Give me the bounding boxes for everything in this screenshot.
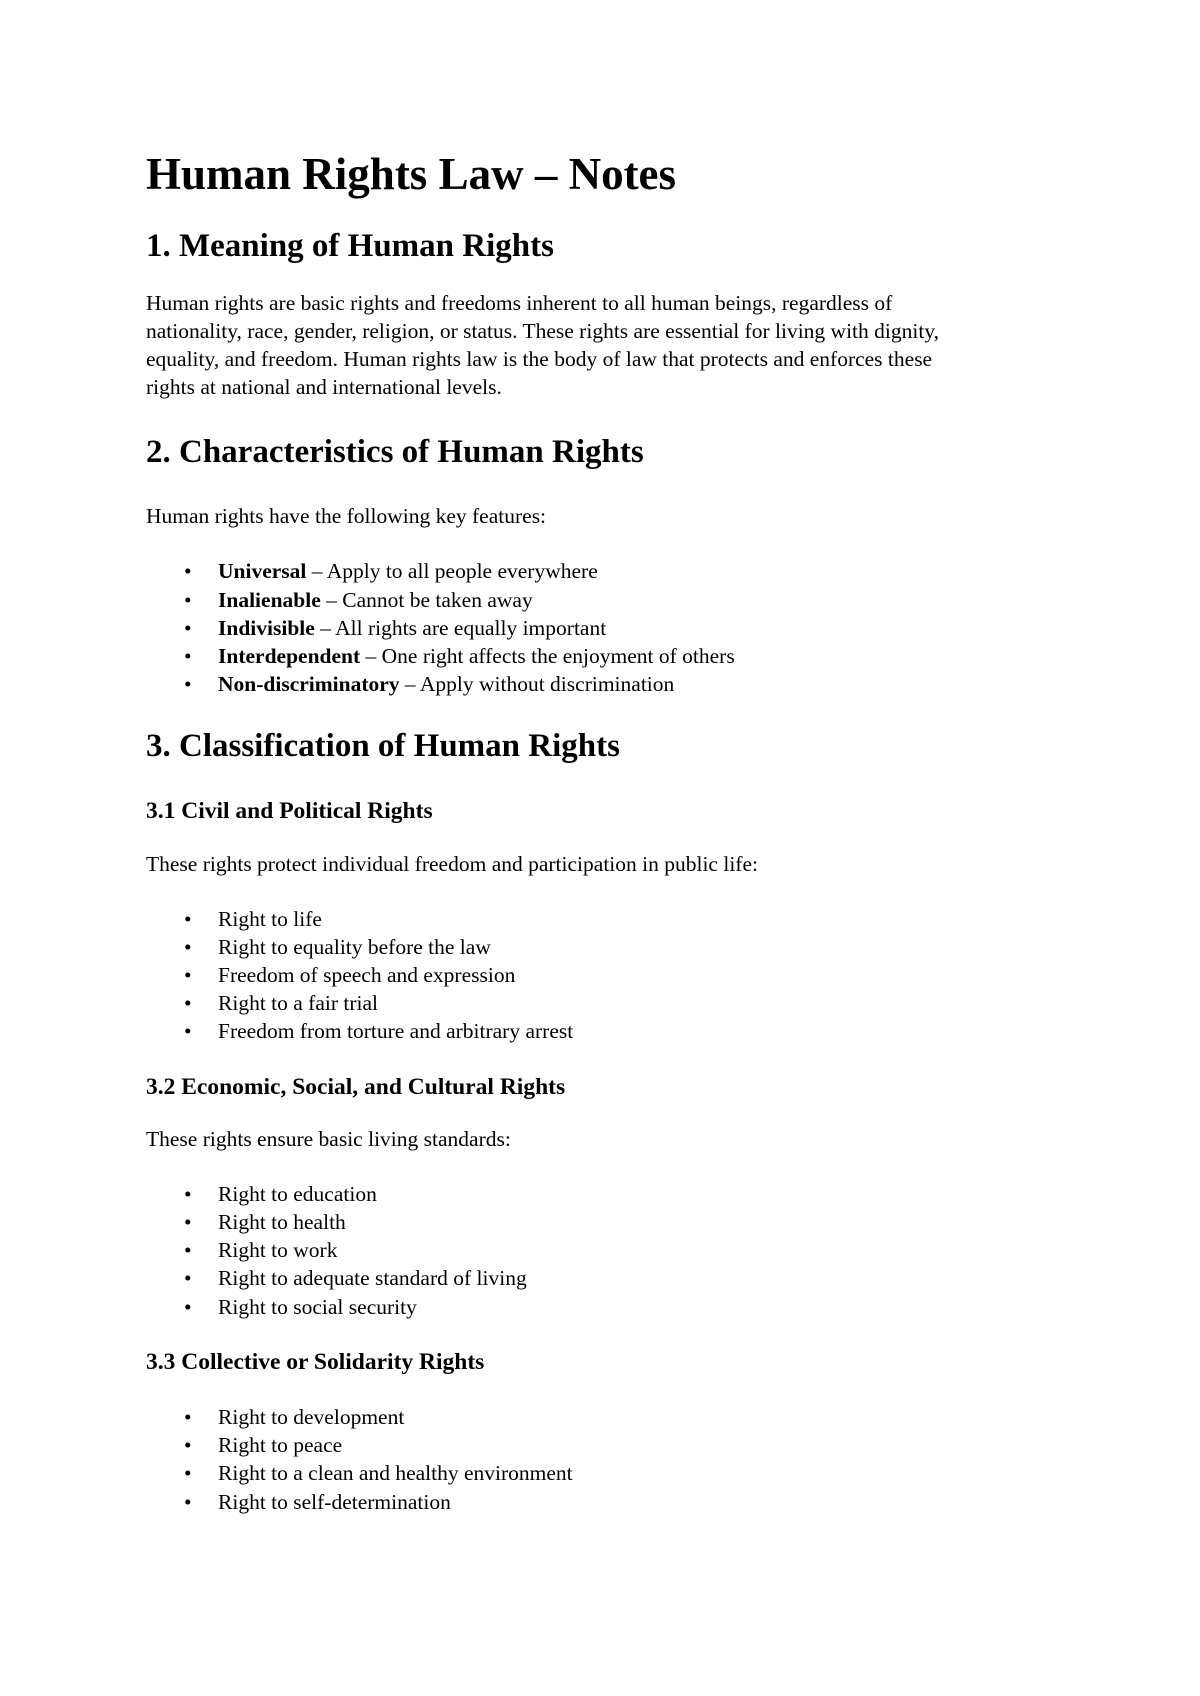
list-item (146, 1236, 1066, 1264)
paragraph-line: rights at national and international levels. (146, 375, 502, 400)
list-item-text: Right to a clean and healthy environment (218, 1461, 573, 1486)
bullet-icon: • (184, 906, 192, 931)
bullet-icon: • (184, 962, 192, 987)
list-item-text: Right to work (218, 1238, 338, 1263)
bullet-icon: • (184, 1404, 192, 1429)
term: Indivisible (218, 615, 315, 640)
term-description: – Apply to all people everywhere (306, 559, 598, 584)
term-description: – One right affects the enjoyment of others (360, 643, 735, 668)
list-item-text: Right to development (218, 1404, 405, 1429)
section-heading-meaning: 1. Meaning of Human Rights (146, 227, 554, 264)
subsection-heading-collective-solidarity: 3.3 Collective or Solidarity Rights (146, 1348, 485, 1375)
bullet-icon: • (184, 1266, 192, 1291)
list-item-text: Right to education (218, 1181, 377, 1206)
economic-social-cultural-intro: These rights ensure basic living standards: (146, 1126, 511, 1151)
bullet-icon: • (184, 1209, 192, 1234)
bullet-icon: • (184, 1433, 192, 1458)
bullet-icon: • (184, 1019, 192, 1044)
bullet-icon: • (184, 1461, 192, 1486)
list-item (146, 1459, 1066, 1487)
list-item-text: Right to self-determination (218, 1489, 451, 1514)
term-description: – Cannot be taken away (320, 587, 533, 612)
list-item (146, 642, 1066, 670)
list-item-text: Freedom of speech and expression (218, 962, 516, 987)
bullet-icon: • (184, 1489, 192, 1514)
paragraph-line: equality, and freedom. Human rights law is the body of law that protects and enforces these (146, 347, 933, 372)
list-item (146, 557, 1066, 585)
list-item (146, 1180, 1066, 1208)
list-item (146, 1488, 1066, 1516)
subsection-heading-economic-social-cultural: 3.2 Economic, Social, and Cultural Rights (146, 1073, 566, 1100)
term-description: – All rights are equally important (314, 615, 607, 640)
list-item-text: Right to health (218, 1209, 346, 1234)
bullet-icon: • (184, 559, 192, 584)
list-item (146, 961, 1066, 989)
term: Non-discriminatory (218, 672, 400, 697)
term: Interdependent (218, 643, 361, 668)
term: Inalienable (218, 587, 321, 612)
characteristics-intro: Human rights have the following key features: (146, 504, 547, 529)
list-item (146, 933, 1066, 961)
paragraph-line: nationality, race, gender, religion, or status. These rights are essential for living with dignity, (146, 319, 940, 344)
list-item (146, 1431, 1066, 1459)
bullet-icon: • (184, 991, 192, 1016)
civil-political-list (146, 905, 1066, 1046)
document-title: Human Rights Law – Notes (146, 149, 677, 199)
section-heading-classification: 3. Classification of Human Rights (146, 728, 620, 765)
bullet-icon: • (184, 672, 192, 697)
list-item-text: Freedom from torture and arbitrary arrest (218, 1019, 574, 1044)
document-page (146, 0, 1066, 1516)
list-item-text: Right to social security (218, 1294, 417, 1319)
bullet-icon: • (184, 1294, 192, 1319)
list-item (146, 1293, 1066, 1321)
list-item (146, 1208, 1066, 1236)
term-description: – Apply without discrimination (399, 672, 675, 697)
paragraph-line: Human rights are basic rights and freedoms inherent to all human beings, regardless of (146, 291, 893, 316)
list-item (146, 670, 1066, 698)
characteristics-list (146, 557, 1066, 698)
list-item-text: Right to adequate standard of living (218, 1266, 527, 1291)
list-item (146, 1264, 1066, 1292)
section-heading-characteristics: 2. Characteristics of Human Rights (146, 434, 644, 471)
bullet-icon: • (184, 934, 192, 959)
list-item-text: Right to peace (218, 1433, 343, 1458)
subsection-heading-civil-political: 3.1 Civil and Political Rights (146, 798, 433, 825)
list-item (146, 586, 1066, 614)
bullet-icon: • (184, 615, 192, 640)
term: Universal (218, 559, 307, 584)
list-item (146, 1017, 1066, 1045)
list-item-text: Right to equality before the law (218, 934, 491, 959)
bullet-icon: • (184, 1181, 192, 1206)
bullet-icon: • (184, 643, 192, 668)
list-item (146, 989, 1066, 1017)
list-item-text: Right to life (218, 906, 322, 931)
meaning-paragraph (146, 289, 1066, 401)
collective-solidarity-list (146, 1403, 1066, 1516)
bullet-icon: • (184, 587, 192, 612)
list-item (146, 614, 1066, 642)
list-item-text: Right to a fair trial (218, 991, 379, 1016)
civil-political-intro: These rights protect individual freedom and participation in public life: (146, 851, 758, 876)
list-item (146, 905, 1066, 933)
list-item (146, 1403, 1066, 1431)
bullet-icon: • (184, 1238, 192, 1263)
economic-social-cultural-list (146, 1180, 1066, 1321)
